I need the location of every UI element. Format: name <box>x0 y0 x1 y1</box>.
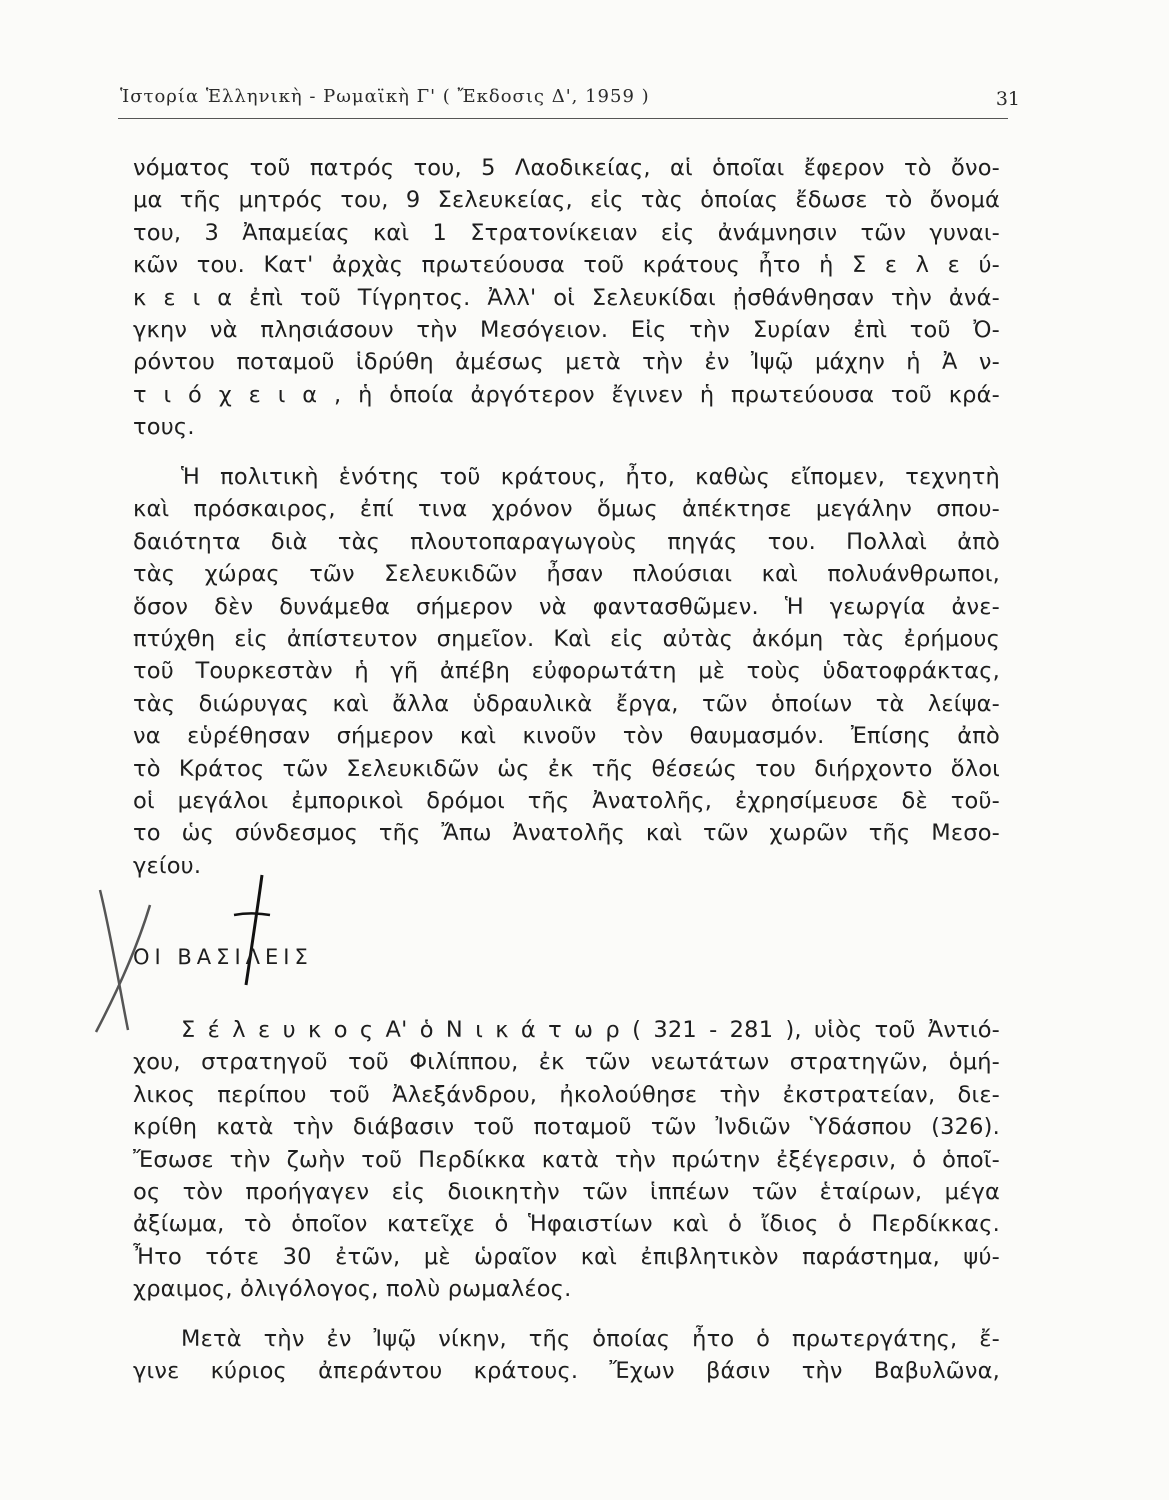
handwritten-stroke <box>100 890 128 1030</box>
text-line: γινε κύριος ἀπεράντου κράτους. Ἔχων βάσιν τὴν Βαβυλῶνα, <box>133 1358 1000 1385</box>
text-line: κρίθη κατὰ τὴν διάβασιν τοῦ ποταμοῦ τῶν Ἰνδιῶν Ὑδάσπου (326). <box>133 1114 1000 1141</box>
text-line: οἱ μεγάλοι ἐμπορικοὶ δρόμοι τῆς Ἀνατολῆς, ἐχρησίμευσε δὲ τοῦ- <box>133 787 1000 814</box>
text-line: τὰς διώρυγας καὶ ἄλλα ὑδραυλικὰ ἔργα, τῶν ὁποίων τὰ λείψα- <box>133 690 1000 717</box>
paragraph-4 <box>133 1323 1000 1388</box>
text-line: Ἔσωσε τὴν ζωὴν τοῦ Περδίκκα κατὰ τὴν πρώτην ἐξέγερσιν, ὁ ὁποῖ- <box>133 1146 1000 1173</box>
text-line: το ὡς σύνδεσμος τῆς Ἄπω Ἀνατολῆς καὶ τῶν χωρῶν τῆς Μεσο- <box>133 820 1000 847</box>
text-line: τὸ Κράτος τῶν Σελευκιδῶν ὡς ἐκ τῆς θέσεώς του διήρχοντο ὅλοι <box>133 755 1000 782</box>
text-line: Μετὰ τὴν ἐν Ἰψῷ νίκην, τῆς ὁποίας ἦτο ὁ πρωτεργάτης, ἔ- <box>181 1326 1000 1352</box>
handwritten-stroke <box>234 914 270 916</box>
text-line: τους. <box>133 414 195 441</box>
text-line: δαιότητα διὰ τὰς πλουτοπαραγωγοὺς πηγάς του. Πολλαὶ ἀπὸ <box>133 528 1000 555</box>
text-line: χου, στρατηγοῦ τοῦ Φιλίππου, ἐκ τῶν νεωτάτων στρατηγῶν, ὁμή- <box>133 1049 1000 1076</box>
text-line: ρόντου ποταμοῦ ἱδρύθη ἀμέσως μετὰ τὴν ἐν Ἰψῷ μάχην ἡ Ἀ ν- <box>133 349 1000 376</box>
section-heading: ΟΙ ΒΑΣΙΛΕΙΣ <box>133 945 313 969</box>
text-line: Ἦτο τότε 30 ἐτῶν, μὲ ὡραῖον καὶ ἐπιβλητικὸν παράστημα, ψύ- <box>133 1243 1000 1270</box>
text-line: ἀξίωμα, τὸ ὁποῖον κατεῖχε ὁ Ἡφαιστίων καὶ ὁ ἴδιος ὁ Περδίκκας. <box>133 1211 1000 1238</box>
text-line: ὅσον δὲν δυνάμεθα σήμερον νὰ φαντασθῶμεν. Ἡ γεωργία ἀνε- <box>133 593 1000 620</box>
text-line: Σ έ λ ε υ κ ο ς Α' ὁ Ν ι κ ά τ ω ρ ( 321 - 281 ), υἱὸς τοῦ Ἀντιό- <box>181 1017 1000 1043</box>
text-line: νόματος τοῦ πατρός του, 5 Λαοδικείας, αἱ ὁποῖαι ἔφερον τὸ ὄνο- <box>133 155 1000 181</box>
text-line: ος τὸν προήγαγεν εἰς διοικητὴν τῶν ἱππέων τῶν ἑταίρων, μέγα <box>133 1178 1000 1205</box>
text-line: λικος περίπου τοῦ Ἀλεξάνδρου, ἠκολούθησε τὴν ἐκστρατείαν, διε- <box>133 1081 1000 1108</box>
text-line: τοῦ Τουρκεστὰν ἡ γῆ ἀπέβη εὐφορωτάτη μὲ τοὺς ὑδατοφράκτας, <box>133 658 1000 685</box>
text-line: του, 3 Ἀπαμείας καὶ 1 Στρατονίκειαν εἰς ἀνάμνησιν τῶν γυναι- <box>133 219 1000 246</box>
text-line: να εὑρέθησαν σήμερον καὶ κινοῦν τὸν θαυμασμόν. Ἐπίσης ἀπὸ <box>133 723 1000 750</box>
text-line: πτύχθη εἰς ἀπίστευτον σημεῖον. Καὶ εἰς αὐτὰς ἀκόμη τὰς ἐρήμους <box>133 625 1000 652</box>
text-line: χραιμος, ὀλιγόλογος, πολὺ ρωμαλέος. <box>133 1276 572 1303</box>
running-title: Ἱστορία Ἑλληνικὴ - Ρωμαϊκὴ Γ' ( Ἔκδοσις Δ', 1959 ) <box>120 86 650 107</box>
text-line: γείου. <box>133 852 202 879</box>
text-line: Ἡ πολιτικὴ ἑνότης τοῦ κράτους, ἦτο, καθὼς εἴπομεν, τεχνητὴ <box>181 464 1000 490</box>
page-number: 31 <box>995 88 1020 110</box>
text-line: μα τῆς μητρός του, 9 Σελευκείας, εἰς τὰς ὁποίας ἔδωσε τὸ ὄνομά <box>133 187 1000 214</box>
text-line: γκην νὰ πλησιάσουν τὴν Μεσόγειον. Εἰς τὴν Συρίαν ἐπὶ τοῦ Ὀ- <box>133 316 1000 343</box>
text-line: τὰς χώρας τῶν Σελευκιδῶν ἦσαν πλούσιαι καὶ πολυάνθρωποι, <box>133 561 1000 588</box>
text-line: καὶ πρόσκαιρος, ἐπί τινα χρόνον ὅμως ἀπέκτησε μεγάλην σπου- <box>133 496 1000 523</box>
text-line: κῶν του. Κατ' ἀρχὰς πρωτεύουσα τοῦ κράτους ἦτο ἡ Σ ε λ ε ύ- <box>133 252 1000 279</box>
paragraph-3 <box>133 1014 1000 1306</box>
text-line: κ ε ι α ἐπὶ τοῦ Τίγρητος. Ἀλλ' οἱ Σελευκίδαι ᾐσθάνθησαν τὴν ἀνά- <box>133 284 1000 311</box>
text-line: τ ι ό χ ε ι α , ἡ ὁποία ἀργότερον ἔγινεν ἡ πρωτεύουσα τοῦ κρά- <box>133 381 1000 408</box>
